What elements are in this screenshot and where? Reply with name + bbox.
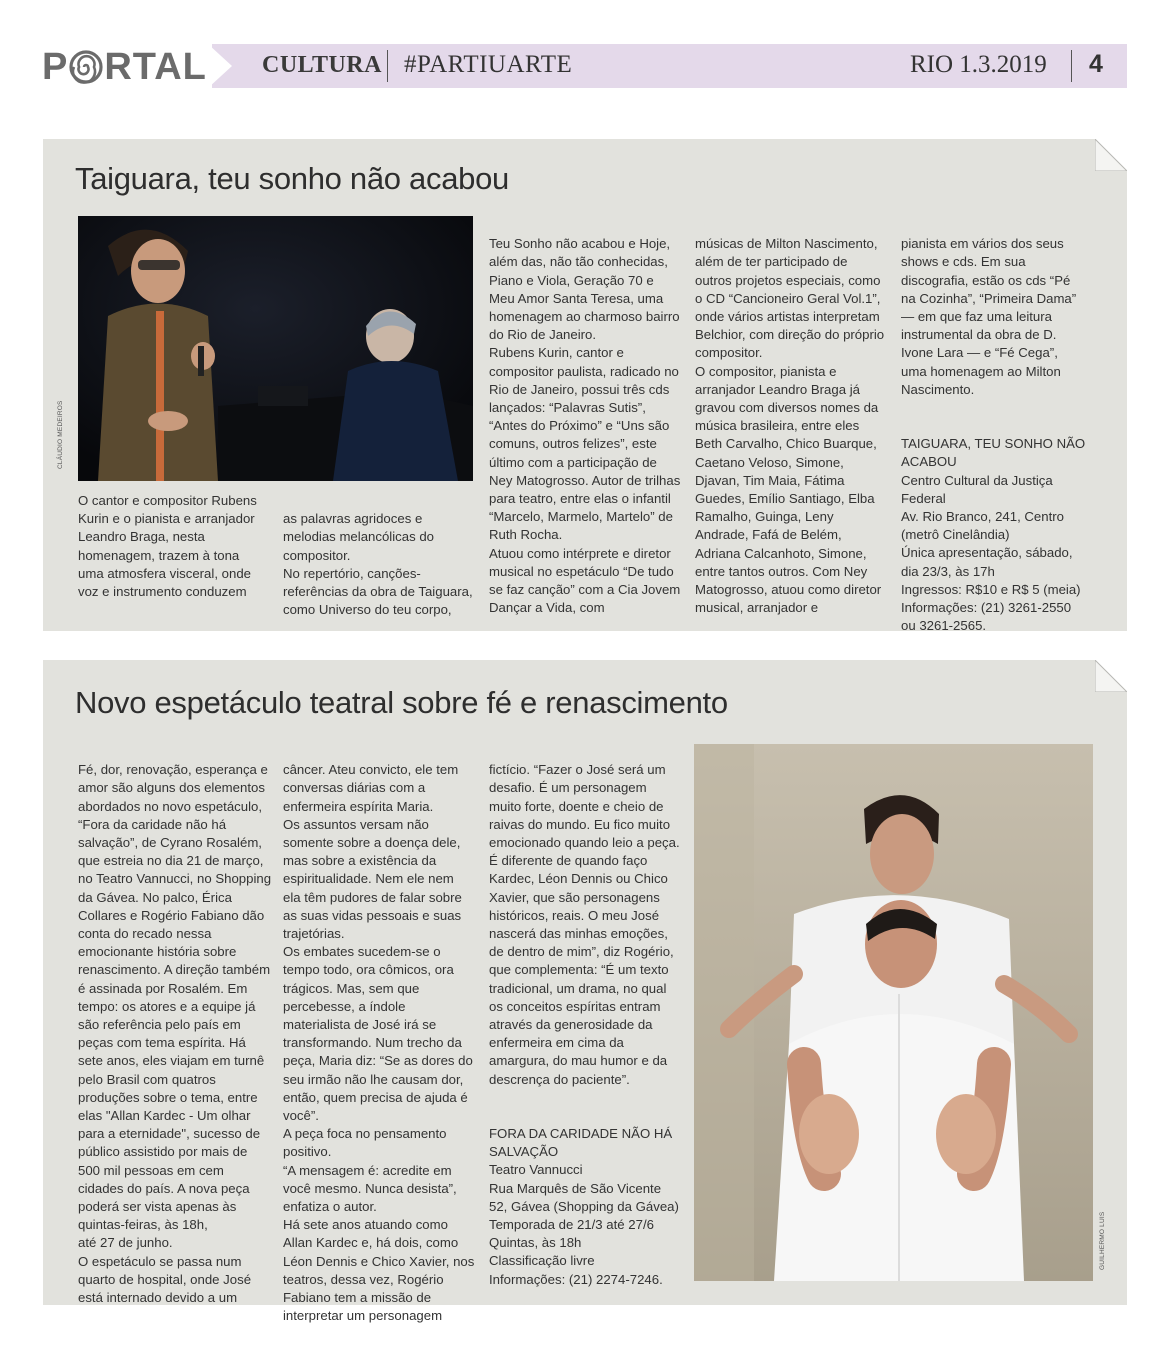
issue-date: RIO 1.3.2019 xyxy=(910,51,1047,78)
page-number: 4 xyxy=(1089,50,1103,78)
header-divider xyxy=(387,50,388,82)
text-column-5 xyxy=(901,217,1087,654)
actors-photo xyxy=(694,744,1093,1281)
page-header xyxy=(0,0,1169,120)
paragraph: O cantor e compositor Rubens Kurin e o pianista e arranjador Leandro Braga, nesta homenagem, trazem à tona uma atmosfera visceral, onde voz e instrumento conduzem xyxy=(78,493,257,600)
paragraph: músicas de Milton Nascimento, além de ter participado de outros projetos especiais, como o CD “Cancioneiro Geral Vol.1”, onde vários artistas interpretam Belchior, com direção do próprio compositor. O compositor, pianista e arranjador Leandro Braga já gravou com diversos nomes da música brasileira, entre eles Beth Carvalho, Chico Buarque, Caetano Veloso, Simone, Djavan, Tim Maia, Fátima Guedes, Emílio Santiago, Elba Ramalho, Guinga, Leny Andrade, Fafá de Belém, Adriana Calcanhoto, Simone, entre tantos outros. Com Ney Matogrosso, atuou como diretor musical, arranjador e xyxy=(695,236,885,616)
article-headline: Taiguara, teu sonho não acabou xyxy=(75,161,509,196)
portal-logo xyxy=(42,45,207,89)
header-divider-2 xyxy=(1071,50,1072,82)
spiral-icon xyxy=(69,50,103,84)
text-column-2 xyxy=(283,743,475,1344)
paragraph: as palavras agridoces e melodias melancólicas do compositor. No repertório, canções-referências da obra de Taiguara, como Universo do teu corpo, xyxy=(283,511,473,618)
paragraph: pianista em vários dos seus shows e cds. Em sua discografia, estão os cds “Pé na Cozinha”, “Primeira Dama” — em que faz uma leitura instrumental da obra de D. Ivone Lara — e “Fé Cega”, uma homenagem ao Milton Nascimento. xyxy=(901,236,1077,397)
event-info: TAIGUARA, TEU SONHO NÃO ACABOU Centro Cultural da Justiça Federal Av. Rio Branco, 241, Centro (metrô Cinelândia) Única apresentação, sábado, dia 23/3, às 17h Ingressos: R$10 e R$ 5 (meia) Informações: (21) 3261-2550 ou 3261-2565. xyxy=(901,436,1086,634)
logo-text-start: P xyxy=(42,45,69,88)
text-column-1 xyxy=(78,492,264,601)
paragraph: câncer. Ateu convicto, ele tem conversas diárias com a enfermeira espírita Maria. Os assuntos versam não somente sobre a doença dele, mas sobre a existência da espiritualidade. Nem ele nem ela têm pudores de falar sobre as suas vidas pessoais e suas trajetórias. Os embates sucedem-se o tempo todo, ora cômicos, ora trágicos. Mas, sem que percebesse, a índole materialista de José irá se transformando. Num trecho da peça, Maria diz: “Se as dores do seu irmão não lhe causam dor, então, quem precisa de ajuda é você”. A peça foca no pensamento positivo. “A mensagem é: acredite em você mesmo. Nunca desista”, enfatiza o autor. Há sete anos atuando como Allan Kardec e, há dois, como Léon Dennis e Chico Xavier, nos teatros, dessa vez, Rogério Fabiano tem a missão de interpretar um personagem xyxy=(283,762,475,1324)
page-corner-fold xyxy=(1095,139,1127,171)
logo-text-end: RTAL xyxy=(104,45,207,88)
concert-photo-illustration xyxy=(78,216,473,481)
text-column-3 xyxy=(489,743,681,1307)
article-fe-renascimento xyxy=(43,660,1127,1324)
photo-credit: CLÁUDIO MEDEIROS xyxy=(57,400,64,469)
text-column-3 xyxy=(489,217,681,636)
concert-photo xyxy=(78,216,473,481)
paragraph: fictício. “Fazer o José será um desafio. É um personagem muito forte, doente e cheio de raivas do mundo. Eu fico muito emocionado quando leio a peça. É diferente de quando faço Kardec, Léon Dennis ou Chico Xavier, que são personagens históricos, reais. O meu José nascerá das minhas emoções, de dentro de mim”, diz Rogério, que complementa: “É um texto tradicional, um drama, no qual os conceitos espíritas entram através da generosidade da enfermeira em cima da amargura, do mau humor e da descrença do paciente”. xyxy=(489,762,680,1087)
text-column-2 xyxy=(283,492,475,638)
text-column-1 xyxy=(78,743,272,1326)
event-info: FORA DA CARIDADE NÃO HÁ SALVAÇÃO Teatro Vannucci Rua Marquês de São Vicente 52, Gávea (Shopping da Gávea) Temporada de 21/3 até 27/6 Quintas, às 18h Classificação livre Informações: (21) 2274-7246. xyxy=(489,1126,679,1287)
actors-photo-illustration xyxy=(694,744,1093,1281)
paragraph: Fé, dor, renovação, esperança e amor são alguns dos elementos abordados no novo espetáculo, “Fora da caridade não há salvação”, de Cyrano Rosalém, que estreia no dia 21 de março, no Teatro Vannucci, no Shopping da Gávea. No palco, Érica Collares e Rogério Fabiano dão conta do recado nessa emocionante história sobre renascimento. A direção também é assinada por Rosalém. Em tempo: os atores e a equipe já são referência pelo país em peças com tema espírita. Há sete anos, eles viajam em turnê pelo Brasil com quatros produções sobre o tema, entre elas "Allan Kardec - Um olhar para a eternidade", sucesso de público assistido por mais de 500 mil pessoas em cem cidades do país. A nova peça poderá ser vista apenas às quintas-feiras, às 18h, até 27 de junho. O espetáculo se passa num quarto de hospital, onde José está internado devido a um xyxy=(78,762,272,1306)
text-column-4 xyxy=(695,217,887,636)
page-corner-fold xyxy=(1095,660,1127,692)
article-headline: Novo espetáculo teatral sobre fé e renascimento xyxy=(75,685,728,720)
photo-credit: GUILHERMO LUIS xyxy=(1099,1211,1106,1270)
hashtag-label: #PARTIUARTE xyxy=(404,51,573,78)
paragraph: Teu Sonho não acabou e Hoje, além das, não tão conhecidas, Piano e Viola, Geração 70 e Meu Amor Santa Teresa, uma homenagem ao charmoso bairro do Rio de Janeiro. Rubens Kurin, cantor e compositor paulista, radicado no Rio de Janeiro, possui três cds lançados: “Palavras Sutis”, “Antes do Próximo” e “Uns são comuns, outros felizes”, este último com a participação de Ney Matogrosso. Autor de trilhas para teatro, entre elas o infantil “Marcelo, Marmelo, Martelo” de Ruth Rocha. Atuou como intérprete e diretor musical no espetáculo “De tudo se faz canção” com a Cia Jovem Dançar a Vida, com xyxy=(489,236,681,616)
section-label: CULTURA xyxy=(262,52,382,78)
article-taiguara xyxy=(43,139,1127,634)
header-chevron xyxy=(208,44,232,88)
